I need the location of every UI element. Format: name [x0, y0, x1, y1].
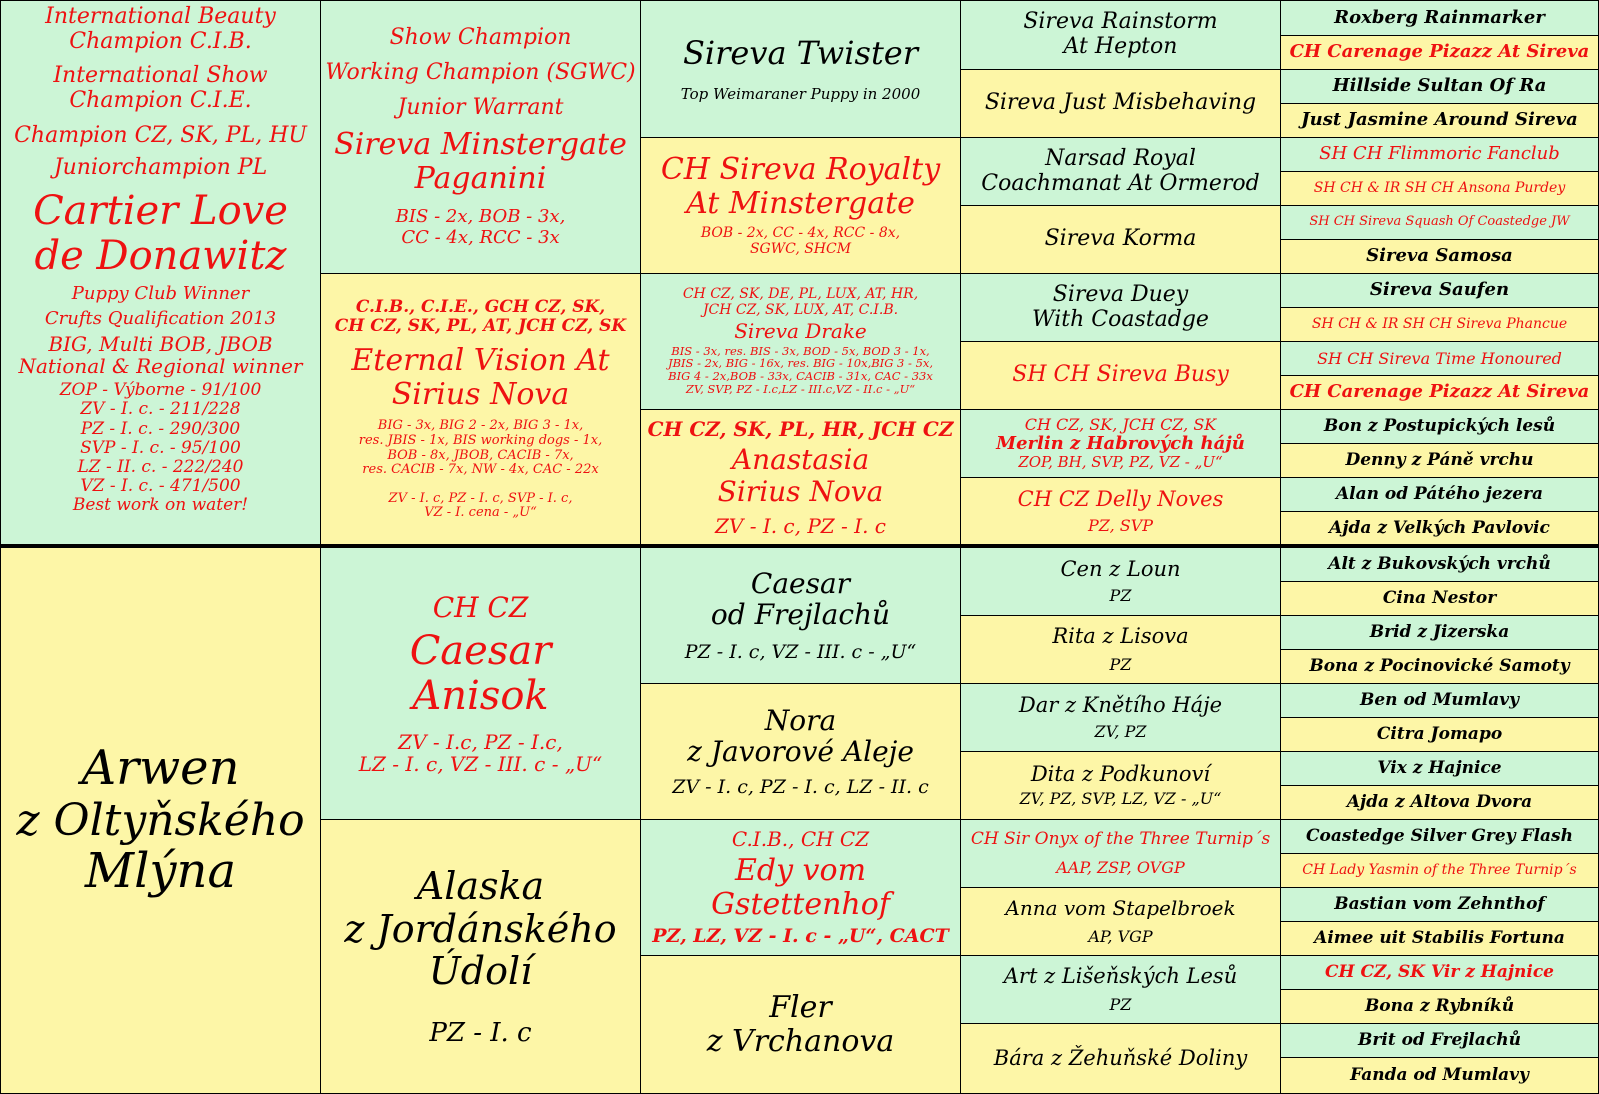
nora-results: ZV - I. c, PZ - I. c, LZ - II. c — [672, 776, 929, 799]
dam-title-2: CH CZ, SK, PL, AT, JCH CZ, SK — [334, 316, 627, 337]
sd-name-line2: At Minstergate — [686, 185, 915, 221]
gen5-top-10: SH CH & IR SH CH Sireva Phancue — [1280, 307, 1599, 342]
nora-line2: z Javorové Aleje — [687, 734, 914, 768]
sire-results-1: BIS - 2x, BOB - 3x, — [395, 206, 566, 228]
dog-cartier-cell — [0, 0, 321, 546]
dog-exam-3: PZ - I. c. - 290/300 — [80, 418, 241, 439]
gen4-bot-1 — [960, 547, 1281, 616]
dog-title-1: International Beauty — [45, 4, 276, 29]
ds-results-1: BIS - 3x, res. BIS - 3x, BOD - 5x, BOD 3 - 1x, — [671, 343, 930, 358]
caesar-anisok-titles: CH CZ — [432, 590, 529, 624]
alaska-name-line2: z Jordánského — [344, 906, 617, 951]
sd-nora-cell — [640, 683, 961, 820]
ss-note: Top Weimaraner Puppy in 2000 — [680, 84, 921, 103]
caesar-anisok-results-2: LZ - I. c, VZ - III. c - „U“ — [358, 751, 603, 776]
alaska-results: PZ - I. c — [429, 1017, 532, 1048]
gen4-bot-5-line1: CH Sir Onyx of the Three Turnip´s — [970, 829, 1271, 850]
gen4-top-3-line2: Coachmanat At Ormerod — [981, 170, 1260, 196]
gen5-top-3: Hillside Sultan Of Ra — [1280, 69, 1599, 104]
gen5-bot-11: Bastian vom Zehnthof — [1280, 887, 1599, 922]
gen4-top-8-post: PZ, SVP — [1087, 516, 1154, 536]
gen4-bot-1-line1: Cen z Loun — [1060, 556, 1181, 581]
ss-name: Sireva Twister — [682, 33, 919, 72]
gen4-bot-7 — [960, 955, 1281, 1024]
arwen-line3: Mlýna — [84, 843, 237, 900]
gen5-top-12: CH Carenage Pizazz At Sireva — [1280, 375, 1599, 410]
gen5-bot-9: Coastedge Silver Grey Flash — [1280, 819, 1599, 854]
ss-sireva-twister-cell — [640, 0, 961, 138]
gen4-bot-3 — [960, 683, 1281, 752]
gen5-top-13: Bon z Postupických lesů — [1280, 409, 1599, 444]
caesar-anisok-name-line2: Anisok — [412, 672, 549, 719]
edy-name-line1: Edy vom — [734, 853, 867, 889]
dog-achievement-4: National & Regional winner — [18, 354, 303, 379]
gen5-bot-13: CH CZ, SK Vir z Hajnice — [1280, 955, 1599, 990]
gen5-bot-4: Bona z Pocinovické Samoty — [1280, 649, 1599, 684]
gen4-bot-4-post: ZV, PZ, SVP, LZ, VZ - „U“ — [1019, 789, 1222, 809]
sire-paganini-cell — [320, 0, 641, 274]
ds-results-4: ZV, SVP, PZ - I.c,LZ - III.c,VZ - II.c - „U“ — [685, 382, 916, 397]
alaska-name-line1: Alaska — [416, 864, 545, 909]
gen4-top-6-line1: SH CH Sireva Busy — [1012, 362, 1229, 388]
dam-name-line2: Sirius Nova — [391, 376, 570, 412]
gen4-top-5-line1: Sireva Duey — [1052, 281, 1189, 307]
gen4-top-8-line1: CH CZ Delly Noves — [1017, 486, 1224, 511]
ds-edy-cell — [640, 819, 961, 956]
dam-results-6: VZ - I. cena - „U“ — [424, 505, 537, 521]
ds-title-2: JCH CZ, SK, LUX, AT, C.I.B. — [702, 301, 899, 318]
gen4-bot-8-line1: Bára z Žehuňské Doliny — [993, 1045, 1248, 1070]
sire-name-line1: Sireva Minstergate — [334, 127, 627, 163]
gen4-top-4-line1: Sireva Korma — [1044, 226, 1197, 252]
sd-results-1: BOB - 2x, CC - 4x, RCC - 8x, — [700, 225, 901, 242]
arwen-line2: z Oltyňského — [16, 794, 305, 846]
gen5-top-7: SH CH Sireva Squash Of Coastedge JW — [1280, 205, 1599, 240]
dog-name-line1: Cartier Love — [33, 187, 288, 234]
dam-eternal-vision-cell — [320, 273, 641, 546]
gen5-bot-2: Cina Nestor — [1280, 581, 1599, 616]
gen4-bot-2-line1: Rita z Lisova — [1052, 623, 1189, 648]
gen4-bot-6 — [960, 887, 1281, 956]
gen4-top-1 — [960, 0, 1281, 70]
gen5-top-9: Sireva Saufen — [1280, 273, 1599, 308]
gen5-top-1: Roxberg Rainmarker — [1280, 0, 1599, 36]
dd-name-line1: Anastasia — [731, 443, 870, 477]
sire-results-2: CC - 4x, RCC - 3x — [401, 226, 560, 248]
dam-results-1: BIG - 3x, BIG 2 - 2x, BIG 3 - 1x, — [377, 418, 584, 434]
dog-title-4: Champion C.I.E. — [69, 87, 252, 113]
alaska-name-line3: Údolí — [428, 949, 533, 994]
gen4-bot-2 — [960, 615, 1281, 684]
sd-results-2: SGWC, SHCM — [749, 241, 852, 258]
dd-fler-cell — [640, 955, 961, 1094]
ss-caesar-frejlachu-cell — [640, 547, 961, 684]
dog-exam-7: Best work on water! — [72, 494, 249, 515]
gen4-bot-4-line1: Dita z Podkunoví — [1030, 761, 1211, 786]
gen5-top-6: SH CH & IR SH CH Ansona Purdey — [1280, 171, 1599, 206]
gen5-top-16: Ajda z Velkých Pavlovic — [1280, 511, 1599, 546]
gen4-bot-4 — [960, 751, 1281, 820]
caesar-frejlachu-line2: od Frejlachů — [710, 597, 891, 631]
caesar-anisok-name-line1: Caesar — [409, 627, 552, 674]
gen4-top-2-line1: Sireva Just Misbehaving — [984, 90, 1257, 116]
gen5-top-15: Alan od Pátého jezera — [1280, 477, 1599, 512]
gen5-bot-14: Bona z Rybníků — [1280, 989, 1599, 1024]
dog-title-6: Juniorchampion PL — [53, 155, 268, 181]
gen4-top-5-line2: With Coastadge — [1032, 306, 1209, 332]
dog-achievement-3: BIG, Multi BOB, JBOB — [48, 331, 273, 356]
gen4-top-3 — [960, 137, 1281, 206]
gen4-top-5 — [960, 273, 1281, 342]
gen5-bot-1: Alt z Bukovských vrchů — [1280, 547, 1599, 582]
dam-results-5: ZV - I. c, PZ - I. c, SVP - I. c, — [388, 490, 573, 506]
ds-results-3: BIG 4 - 2x,BOB - 33x, CACIB - 31x, CAC - 33x — [668, 369, 933, 384]
gen4-top-7-post: ZOP, BH, SVP, PZ, VZ - „U“ — [1018, 453, 1223, 472]
sire-caesar-anisok-cell — [320, 547, 641, 820]
dog-exam-6: VZ - I. c. - 471/500 — [80, 475, 241, 496]
dog-title-2: Champion C.I.B. — [69, 28, 252, 54]
edy-results: PZ, LZ, VZ - I. c - „U“, CACT — [652, 924, 949, 947]
dd-anastasia-cell — [640, 409, 961, 546]
fler-line2: z Vrchanova — [706, 1023, 895, 1059]
gen4-bot-7-post: PZ — [1109, 995, 1132, 1015]
dam-results-4: res. CACIB - 7x, NW - 4x, CAC - 22x — [362, 462, 599, 478]
gen5-top-14: Denny z Páně vrchu — [1280, 443, 1599, 478]
nora-line1: Nora — [764, 703, 837, 737]
sire-title-1: Show Champion — [389, 25, 572, 51]
gen4-bot-5-post: AAP, ZSP, OVGP — [1056, 858, 1185, 878]
gen5-bot-15: Brit od Frejlachů — [1280, 1023, 1599, 1058]
gen4-bot-8 — [960, 1023, 1281, 1094]
gen4-top-8 — [960, 477, 1281, 546]
dd-results: ZV - I. c, PZ - I. c — [715, 513, 886, 538]
gen4-top-1-line2: At Hepton — [1063, 34, 1178, 59]
sire-title-3: Junior Warrant — [397, 94, 564, 120]
dog-achievement-2: Crufts Qualification 2013 — [44, 307, 277, 329]
gen5-bot-16: Fanda od Mumlavy — [1280, 1057, 1599, 1094]
ds-results-2: JBIS - 2x, BIG - 16x, res. BIG - 10x,BIG 3 - 5x, — [667, 356, 934, 371]
gen4-top-6 — [960, 341, 1281, 410]
dog-name-line2: de Donawitz — [34, 232, 287, 279]
edy-titles: C.I.B., CH CZ — [731, 827, 870, 852]
gen4-top-3-line1: Narsad Royal — [1045, 145, 1196, 171]
caesar-anisok-results-1: ZV - I.c, PZ - I.c, — [398, 729, 563, 754]
ds-title-1: CH CZ, SK, DE, PL, LUX, AT, HR, — [682, 285, 919, 302]
dog-exam-1: ZOP - Výborne - 91/100 — [59, 380, 262, 401]
ds-name: Sireva Drake — [734, 319, 867, 344]
dam-title-1: C.I.B., C.I.E., GCH CZ, SK, — [355, 297, 606, 318]
sire-title-2: Working Champion (SGWC) — [325, 59, 636, 85]
dog-achievement-1: Puppy Club Winner — [71, 283, 250, 305]
gen5-top-2: CH Carenage Pizazz At Sireva — [1280, 35, 1599, 70]
gen4-top-1-line1: Sireva Rainstorm — [1023, 9, 1218, 35]
gen5-top-4: Just Jasmine Around Sireva — [1280, 103, 1599, 138]
gen5-bot-10: CH Lady Yasmin of the Three Turnip´s — [1280, 853, 1599, 888]
gen4-bot-6-line1: Anna vom Stapelbroek — [1005, 896, 1236, 921]
gen4-bot-2-post: PZ — [1109, 655, 1132, 675]
sire-name-line2: Paganini — [414, 160, 547, 196]
dam-alaska-cell — [320, 819, 641, 1094]
sd-name-line1: CH Sireva Royalty — [660, 152, 941, 188]
gen4-bot-6-post: AP, VGP — [1088, 926, 1153, 946]
gen5-bot-6: Citra Jomapo — [1280, 717, 1599, 752]
gen4-bot-3-post: ZV, PZ — [1094, 722, 1147, 742]
dog-exam-4: SVP - I. c. - 95/100 — [80, 437, 241, 458]
dam-results-3: BOB - 8x, JBOB, CACIB - 7x, — [387, 447, 574, 463]
gen5-bot-3: Brid z Jizerska — [1280, 615, 1599, 650]
gen5-bot-5: Ben od Mumlavy — [1280, 683, 1599, 718]
edy-name-line2: Gstettenhof — [711, 887, 890, 923]
dd-name-line2: Sirius Nova — [717, 474, 884, 508]
dd-titles: CH CZ, SK, PL, HR, JCH CZ — [647, 416, 954, 441]
gen4-top-7-line1: Merlin z Habrových hájů — [996, 432, 1245, 454]
gen4-bot-7-line1: Art z Lišeňských Lesů — [1003, 963, 1238, 988]
dog-exam-2: ZV - I. c. - 211/228 — [80, 399, 241, 420]
gen5-bot-8: Ajda z Altova Dvora — [1280, 785, 1599, 820]
gen4-top-2 — [960, 69, 1281, 138]
gen4-top-4 — [960, 205, 1281, 274]
dog-arwen-cell — [0, 547, 321, 1094]
gen4-bot-1-post: PZ — [1109, 586, 1132, 606]
fler-line1: Fler — [769, 989, 832, 1025]
gen4-bot-5 — [960, 819, 1281, 888]
gen4-bot-3-line1: Dar z Knětího Háje — [1018, 692, 1223, 717]
dog-title-5: Champion CZ, SK, PL, HU — [14, 122, 307, 148]
gen5-bot-12: Aimee uit Stabilis Fortuna — [1280, 921, 1599, 956]
gen5-top-11: SH CH Sireva Time Honoured — [1280, 341, 1599, 376]
gen5-bot-7: Vix z Hajnice — [1280, 751, 1599, 786]
dam-results-2: res. JBIS - 1x, BIS working dogs - 1x, — [358, 433, 603, 449]
arwen-line1: Arwen — [81, 740, 240, 797]
ds-sireva-drake-cell — [640, 273, 961, 410]
gen5-top-5: SH CH Flimmoric Fanclub — [1280, 137, 1599, 172]
gen5-top-8: Sireva Samosa — [1280, 239, 1599, 274]
caesar-frejlachu-line1: Caesar — [750, 566, 851, 600]
sd-sireva-royalty-cell — [640, 137, 961, 274]
gen4-top-7 — [960, 409, 1281, 478]
caesar-frejlachu-results: PZ - I. c, VZ - III. c - „U“ — [684, 641, 917, 664]
dog-exam-5: LZ - II. c. - 222/240 — [77, 456, 244, 477]
gen4-top-7-pre: CH CZ, SK, JCH CZ, SK — [1024, 415, 1217, 435]
dam-name-line1: Eternal Vision At — [351, 343, 610, 379]
dog-title-3: International Show — [53, 63, 268, 89]
